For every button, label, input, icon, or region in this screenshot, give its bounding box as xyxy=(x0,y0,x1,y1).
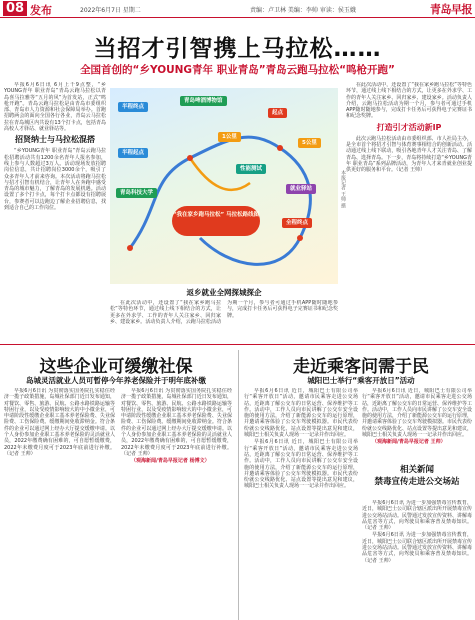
left-story-title: 这些企业可缓缴社保 xyxy=(39,357,193,377)
related-news-label: 相关新闻 xyxy=(399,465,434,475)
map-node-start: 起点 xyxy=(268,108,287,118)
map-center-badge: “我在家乡跑马拉松” 马拉松路线图 xyxy=(172,206,260,236)
map-node-job-station: 就业驿站 xyxy=(286,184,316,194)
main-body-paragraph-3: 在此次活动中，还设置了“我在家乡跑马拉松”等特色环节，通过线上线下相结合的方式，让更多在外求学、工作的青年人关注家乡、回归家乡、建设家乡。活动负责人介绍，云跑马拉松活动为期一个月，参与者可通过手机APP随时随地参与，完成打卡任务后可获得电子完赛证书和纪念奖牌。 xyxy=(110,300,338,325)
right-story-title: 走近乘客问需于民 xyxy=(293,357,429,377)
page-number: 08 xyxy=(3,1,27,16)
left-story-subtitle: 岛城灵活就业人员可暂停今年养老保险并于明年底补缴 xyxy=(26,376,206,385)
related-news-paragraph: 早报6月6日讯 为进一步加强禁毒宣传教育，近日，城阳巴士公司联合辖区派出所开展禁毒宣传进公交场站活动。民警通过发放宣传资料、讲解毒品危害等方式，向驾驶员和乘客普及禁毒知识。（记者 王帅） xyxy=(362,500,472,532)
main-body-paragraph: “乡YOUNG青年 职业青岛”青岛云跑马拉松招聘活动共有1200余名青年人报名参加，线上参与人数超过3万人。活动现场发放招聘岗位信息，共计招聘岗位3000余个，吸引了众多青年人才前来咨询。本次活动将跑马拉松与招才引智有机结合，让青年人在奔跑中感受青岛的城市魅力，了解青岛的发展机遇。活动设置了多个打卡点，每个打卡点都设有招聘展台，参赛者可以边跑边了解企业招聘信息，找到适合自己的工作岗位。 xyxy=(4,148,106,212)
map-node-half-start: 半程起点 xyxy=(118,148,148,158)
map-node-5km: 5公里 xyxy=(298,138,321,148)
main-body-paragraph-4a: 在此次活动中，还设置了“我在家乡跑马拉松”等特色环节，通过线上线下相结合的方式，让更多在外求学、工作的青年人关注家乡、回归家乡、建设家乡。活动负责人介绍，云跑马拉松活动为期一个月，参与者可通过手机APP随时随地参与，完成打卡任务后可获得电子完赛证书和纪念奖牌。 xyxy=(346,82,472,120)
left-story-body xyxy=(4,388,232,618)
column-rule xyxy=(238,350,239,620)
vertical-photo-credit: 本报记者 王帅 摄 xyxy=(340,170,346,209)
map-caption: 返乡就业全网探城探企 xyxy=(186,288,262,297)
left-story-author: （观海新闻/青岛早报记者 杨博文） xyxy=(131,458,210,465)
main-lead-paragraph: 早报6月6日讯 6月上千9点整，“乡YOUNG青年 职业青岛”青岛云跑马拉松以青岛喜马拉雅等“五月的风”为首发站，正式“鸣枪开跑”。青岛云跑马拉松是由青岛市委组织部、青岛市人力资源和社会保障局举办。首跑招聘两会的面向全国各行各业，青岛云马拉松拉在青岛城区内共设有13个打卡点，包括青岛高校人才驿站、就业驿站等。 xyxy=(4,82,106,133)
route-node xyxy=(277,145,283,151)
main-column-3 xyxy=(110,300,338,342)
paper-logo: 青岛早报 xyxy=(430,3,472,16)
right-story-body-2 xyxy=(362,388,472,462)
map-node-1km: 1公里 xyxy=(218,132,241,142)
right-story-body xyxy=(244,388,358,618)
route-path xyxy=(130,137,310,264)
right-story-author: （观海新闻/青岛早报记者 王帅） xyxy=(372,439,446,446)
related-news-box xyxy=(362,464,472,498)
map-node-half-finish: 半程终点 xyxy=(118,102,148,112)
map-node-full-finish: 全程终点 xyxy=(282,218,312,228)
main-column-4 xyxy=(346,82,472,340)
route-node xyxy=(127,245,133,251)
route-node xyxy=(187,155,193,161)
related-news-headline: 禁毒宣传走进公交场站 xyxy=(374,477,460,487)
editor-credits: 责编：卢卫林 美编：李帅 审读：侯玉娥 xyxy=(250,7,356,14)
map-node-brewery: 青岛啤酒博物馆 xyxy=(180,96,227,106)
right-story-subtitle: 城阳巴士举行“乘客开放日”活动 xyxy=(307,376,415,385)
right-story-paragraph: 早报6月6日讯 近日，城阳巴士有限公司举行“乘客开放日”活动，邀请市民乘客走进公交场站，近距离了解公交车的日常运营、保养维护等工作。活动中，工作人员向市民讲解了公交车安全设施的使用方法，介绍了新能源公交车的运行原理，并邀请乘客体验了公交车驾驶模拟器。市民代表纷纷就公交线路优化、站点设置等提出意见和建议，城阳巴士相关负责人现场一一记录并作出回应。 xyxy=(244,388,358,439)
right-story-paragraph-3: 早报6月6日讯 近日，城阳巴士有限公司举行“乘客开放日”活动，邀请市民乘客走进公交场站，近距离了解公交车的日常运营、保养维护等工作。活动中，工作人员向市民讲解了公交车安全设施的使用方法，介绍了新能源公交车的运行原理，并邀请乘客体验了公交车驾驶模拟器。市民代表纷纷就公交线路优化、站点设置等提出意见和建议，城阳巴士相关负责人现场一一记录并作出回应。 xyxy=(362,388,472,439)
left-story-paragraph: 早报6月6日讯 为贯彻落实国务院扎实稳住经济一揽子政策措施，岛城社保部门近日发布通知，对餐饮、零售、旅游、民航、公路水路铁路运输等特困行业，以及受疫情影响较大的中小微企业，可申请阶段性缓缴企业职工基本养老保险费、失业保险费、工伤保险费。缓缴期间免收滞纳金。符合条件的企业可以通过网上经办大厅提交缓缴申请。以个人身份参加企业职工基本养老保险的灵活就业人员，2022年缴费确有困难的，可自愿暂缓缴费，2022年未缴费月度可于2023年底前进行补缴。（记者 王帅） xyxy=(4,388,115,457)
left-story-paragraph-2: 早报6月6日讯 为贯彻落实国务院扎实稳住经济一揽子政策措施，岛城社保部门近日发布通知，对餐饮、零售、旅游、民航、公路水路铁路运输等特困行业，以及受疫情影响较大的中小微企业，可申请阶段性缓缴企业职工基本养老保险费、失业保险费、工伤保险费。缓缴期间免收滞纳金。符合条件的企业可以通过网上经办大厅提交缓缴申请。以个人身份参加企业职工基本养老保险的灵活就业人员，2022年缴费确有困难的，可自愿暂缓缴费，2022年未缴费月度可于2023年底前进行补缴。（记者 王帅） xyxy=(121,388,232,457)
main-body-paragraph-4b: 此次云跑马拉松活动由市委组织部、市人社局主办，是全市首个将招才引智与体育赛事相结合的创新活动。活动通过线上线下联动，吸引各地青年人才关注青岛、了解青岛、选择青岛。下一步，青岛将持续打造“乡YOUNG青年 职业青岛”系列品牌活动，为青年人才来青就业创业提供更好的服务和平台。（记者 王帅） xyxy=(346,135,472,174)
section-heading-recruit: 招贤纳士与马拉松混搭 xyxy=(15,135,95,145)
masthead xyxy=(0,0,475,18)
map-node-university: 青岛科技大学 xyxy=(116,188,157,198)
main-subheadline: 全国首创的“乡YOUNG青年 职业青岛”青岛云跑马拉松“鸣枪开跑” xyxy=(80,64,395,76)
related-news-body xyxy=(362,500,472,618)
section-divider xyxy=(0,344,475,345)
section-name: 发布 xyxy=(30,4,52,17)
publish-date: 2022年6月7日 星期二 xyxy=(80,7,141,14)
route-node xyxy=(297,235,303,241)
main-column-1 xyxy=(4,82,106,340)
section-heading-ip: 打造引才活动新IP xyxy=(376,122,442,132)
map-node-test: 性能测试 xyxy=(236,164,266,174)
right-story-paragraph-2: 早报6月6日讯 近日，城阳巴士有限公司举行“乘客开放日”活动，邀请市民乘客走进公交场站，近距离了解公交车的日常运营、保养维护等工作。活动中，工作人员向市民讲解了公交车安全设施的使用方法，介绍了新能源公交车的运行原理，并邀请乘客体验了公交车驾驶模拟器。市民代表纷纷就公交线路优化、站点设置等提出意见和建议，城阳巴士相关负责人现场一一记录并作出回应。 xyxy=(244,439,358,490)
route-map-illustration xyxy=(110,88,338,284)
related-news-paragraph-2: 早报6月6日讯 为进一步加强禁毒宣传教育，近日，城阳巴士公司联合辖区派出所开展禁毒宣传进公交场站活动。民警通过发放宣传资料、讲解毒品危害等方式，向驾驶员和乘客普及禁毒知识。（记者 王帅） xyxy=(362,532,472,564)
main-headline: 当招才引智携上马拉松…… xyxy=(93,36,382,62)
